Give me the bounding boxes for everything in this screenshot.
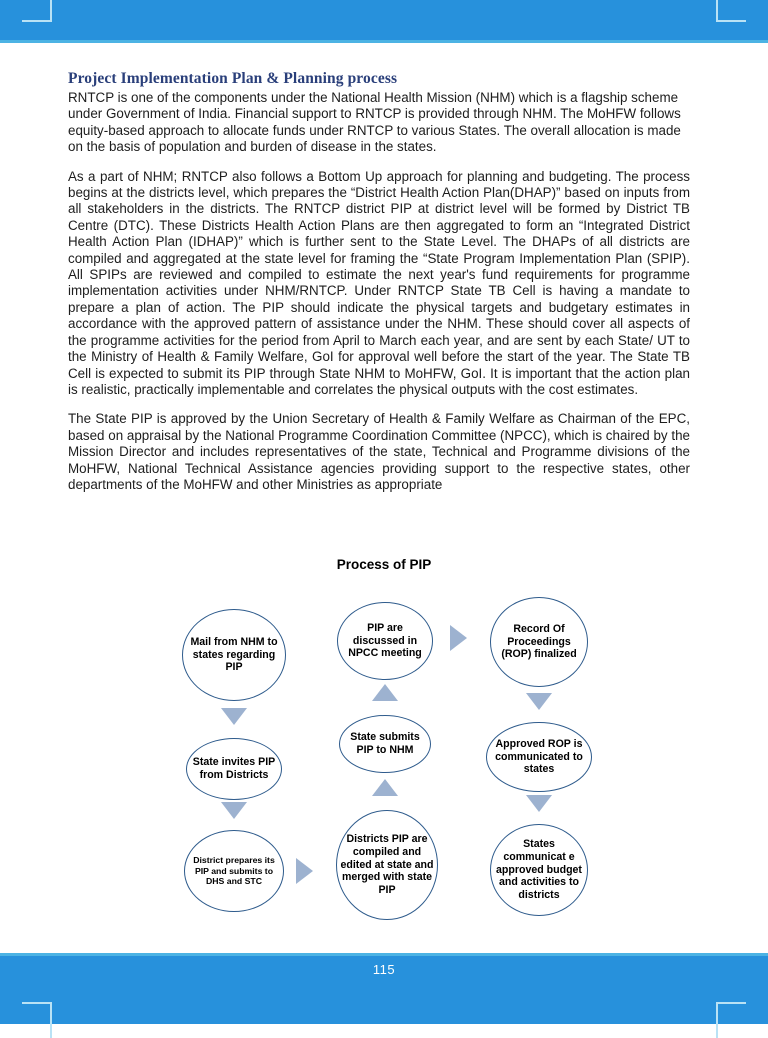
flow-node-state-invites-pip [186, 738, 282, 800]
flow-node-label: Approved ROP is communicated to states [495, 737, 583, 776]
flow-node-approved-rop [486, 722, 592, 792]
document-content [68, 70, 690, 493]
flow-node-label: District prepares its PIP and submits to DHS and STC [193, 855, 275, 887]
flow-node-states-communicate [490, 824, 588, 916]
arrow-mail-to-state-invites [221, 708, 247, 725]
body-paragraph-1: RNTCP is one of the components under the National Health Mission (NHM) which is a flagship scheme under Government of India. Financial support to RNTCP is provided through NHM. The MoHFW follows equity-based approach to allocate funds under RNTCP to various States. The overall allocation is made on the basis of population and burden of disease in the states. [68, 90, 681, 155]
arrow-district-to-compiled [296, 858, 313, 884]
flow-node-mail-from-nhm [182, 609, 286, 701]
flow-node-districts-pip-compiled [336, 810, 438, 920]
crop-mark-bottom-right [716, 1002, 746, 1038]
arrow-submits-to-npcc [372, 684, 398, 701]
flow-node-label: Mail from NHM to states regarding PIP [190, 635, 278, 674]
flow-node-label: State invites PIP from Districts [192, 756, 276, 781]
body-paragraph-3: The State PIP is approved by the Union Secretary of Health & Family Welfare as Chairman of the EPC, based on appraisal by the National Programme Coordination Committee (NPCC), which is chaired by the Mission Director and includes representatives of the state, Technical and Programme divisions of the MoHFW, National Technical Assistance agencies providing support to the respective states, other departments of the MoHFW and other Ministries as appropriate [68, 411, 690, 492]
diagram-title: Process of PIP [336, 557, 432, 572]
arrow-approved-to-states [526, 795, 552, 812]
body-paragraph-2: As a part of NHM; RNTCP also follows a Bottom Up approach for planning and budgeting. The process begins at the districts level, which prepares the “District Health Action Plan(DHAP)” based on inputs from all stakeholders in the districts. The RNTCP district PIP at district level will be formed by District TB Centre (DTC). These Districts Health Action Plans are then aggregated to form an “Integrated District Health Action Plan (IDHAP)” which is further sent to the State Level. The DHAPs of all districts are compiled and aggregated at the state level for framing the “State Program Implementation Plan (SPIP). All SPIPs are reviewed and compiled to estimate the next year's fund requirements for programme implementation activities under NHM/RNTCP. Under RNTCP State TB Cell is having a mandate to prepare a plan of action. The PIP should indicate the physical targets and budgetary estimates in accordance with the approved pattern of assistance under the NHM. These should cover all aspects of the programme activities for the period from April to March each year, and are sent by each State/ UT to the Ministry of Health & Family Welfare, GoI for approval well before the start of the year. The State TB Cell is expected to submit its PIP through State NHM to MoHFW, GoI. It is important that the action plan is realistic, practically implementable and correlates the physical outputs with the cost estimates. [68, 168, 690, 397]
crop-mark-bottom-left [22, 1002, 52, 1038]
page-title: Project Implementation Plan & Planning process [68, 70, 398, 87]
crop-mark-top-right [716, 0, 746, 22]
flow-node-pip-discussed-npcc [337, 602, 433, 680]
flow-node-label: Districts PIP are compiled and edited at state and merged with state PIP [340, 832, 434, 897]
arrow-rop-to-approved [526, 693, 552, 710]
arrow-npcc-to-rop [450, 625, 467, 651]
flow-node-state-submits-pip [339, 715, 431, 773]
arrow-state-invites-to-district [221, 802, 247, 819]
page-number: 115 [372, 962, 396, 977]
page-header-bar [0, 0, 768, 43]
flow-node-label: PIP are discussed in NPCC meeting [348, 621, 422, 660]
arrow-compiled-to-submits [372, 779, 398, 796]
flow-node-rop-finalized [490, 597, 588, 687]
crop-mark-top-left [22, 0, 52, 22]
flow-node-district-prepares-pip [184, 830, 284, 912]
flow-node-label: Record Of Proceedings (ROP) finalized [501, 622, 577, 661]
flow-node-label: State submits PIP to NHM [350, 731, 420, 756]
flow-node-label: States communicat e approved budget and activities to districts [496, 837, 582, 902]
process-flow-diagram [0, 552, 768, 942]
